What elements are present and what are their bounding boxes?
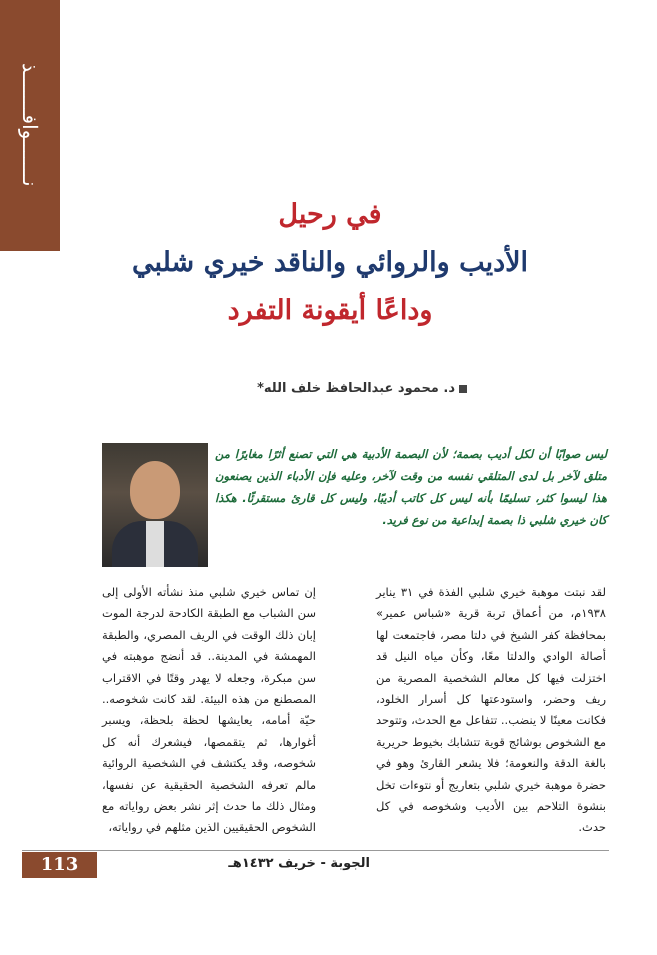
- section-label: نـــــــوافـــــــذ: [18, 63, 42, 187]
- article-title: [80, 195, 580, 331]
- title-line-1: في رحيل: [278, 199, 382, 230]
- section-tab: [0, 0, 60, 251]
- title-line-2: الأديب والروائي والناقد خيري شلبي: [131, 247, 529, 278]
- photo-head: [130, 461, 180, 519]
- author-photo: [102, 443, 208, 567]
- bullet-square-icon: [459, 385, 467, 393]
- author-name: د. محمود عبدالحافظ خلف الله*: [257, 381, 455, 396]
- title-line-3: وداعًا أيقونة التفرد: [227, 295, 433, 326]
- page-number: 113: [22, 852, 97, 878]
- photo-shirt: [146, 521, 164, 567]
- article-abstract: ليس صوابًا أن لكل أديب بصمة؛ لأن البصمة الأدبية هي التي تصنع أثرًا مغايرًا من متلق لآخر بل لدى المتلقي نفسه من وقت لآخر، وعليه فإن الأدباء الذين يصنعون هذا ليسوا كثر، تسليمًا بأنه ليس كل كاتب أديبًا، وليس كل قارئ مستقرئًا. هكذا كان خيري شلبي ذا بصمة إبداعية من نوع فريد.: [215, 447, 607, 527]
- footer-divider: [22, 850, 609, 851]
- column-left: إن تماس خيري شلبي منذ نشأته الأولى إلى سن الشباب مع الطبقة الكادحة لدرجة الموت إبان ذلك الوقت في الريف المصري، والطبقة المهمشة في المدينة.. قد أنضج موهبته في سن مبكرة، وجعله لا يهدر وقتًا في الاقتراب المصطنع من هذه البيئة. لقد كانت شخوصه.. حيّة أمامه، يعايشها لحظة بلحظة، ويسبر أغوارها، ثم يتقمصها، فيشعرك أنه كل شخوصه، وقد يكتشف في الشخصية الروائية مالم تعرفه الشخصية الحقيقية عن نفسها، ومثال ذلك ما حدث إثر نشر بعض رواياته مع الشخوص الحقيقيين الذين مثلهم في رواياته،: [102, 585, 316, 835]
- author-line: [147, 381, 467, 396]
- footer-issue: الجوبة - خريف ١٤٣٢هـ: [228, 856, 370, 871]
- column-right: لقد نبتت موهبة خيري شلبي الفذة في ٣١ يناير ١٩٣٨م، من أعماق تربة قرية «شباس عمير» بمحافظة كفر الشيخ في دلتا مصر، فاجتمعت لها أصالة الوادي والدلتا معًا، وكأن مياه النيل قد اختزلت فيها كل معالم الشخصية المصرية من ريف وحضر، واستودعتها كل أسرار الخلود، فكانت معينًا لا ينضب.. تتفاعل مع الحدث، وتتوحد مع الشخوص بوشائج قوية تتشابك بخيوط حريرية بالغة الدقة والنعومة؛ فلا يشعر القارئ وهو في حضرة موهبة خيري شلبي بتعاريج أو نتوءات تخل بنشوة التلاحم بين الأديب وشخوصه في كل حدث.: [376, 585, 606, 835]
